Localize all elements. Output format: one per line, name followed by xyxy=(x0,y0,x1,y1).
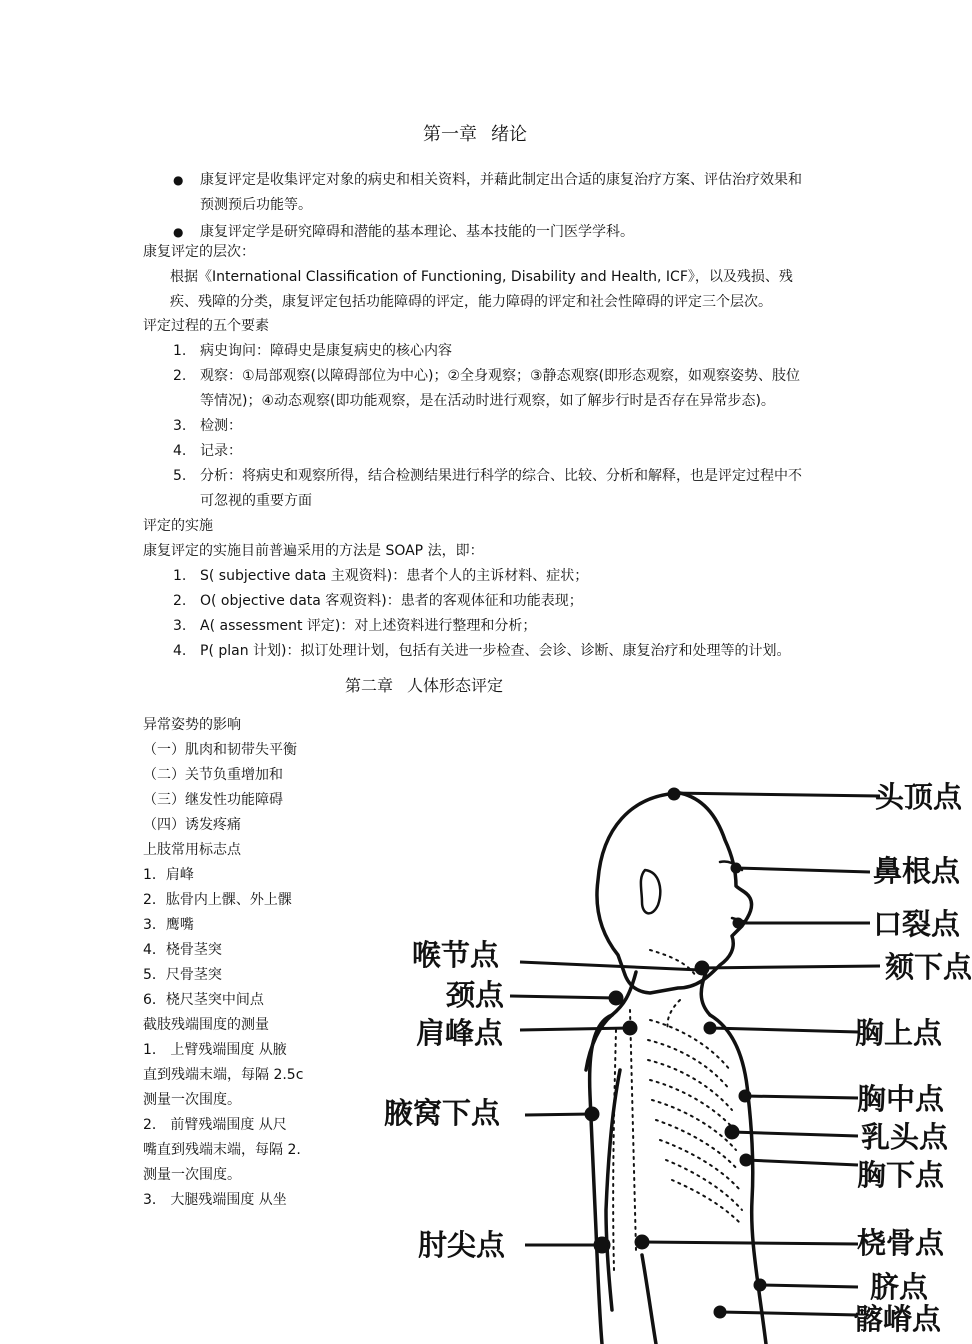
label-nose-root: 鼻根点 xyxy=(873,854,961,888)
list-item: 1. S( subjective data 主观资料)：患者个人的主诉材料、症状； xyxy=(173,568,589,584)
chapter2-number: 第二章 xyxy=(345,676,394,695)
list-item: 4. P( plan 计划)：拟订处理计划，包括有关进一步检查、会诊、诊断、康复治疗和处理等的计划。 xyxy=(173,643,791,659)
body-landmarks-figure xyxy=(380,710,972,1344)
text-line: 3．鹰嘴 xyxy=(143,917,194,933)
text-line: 测量一次围度。 xyxy=(143,1092,241,1108)
text-line: 5．尺骨茎突 xyxy=(143,967,222,983)
levels-heading: 康复评定的层次： xyxy=(143,244,255,260)
chapter1-name: 绪论 xyxy=(491,124,527,145)
text-line: （二）关节负重增加和 xyxy=(143,767,283,783)
text-line: 3． 大腿残端围度 从坐 xyxy=(143,1192,287,1208)
label-elbow: 肘尖点 xyxy=(418,1228,506,1262)
text-line: 1．肩峰 xyxy=(143,867,194,883)
label-iliac: 髂嵴点 xyxy=(854,1302,942,1336)
list-item: 3. A( assessment 评定)：对上述资料进行整理和分析； xyxy=(173,618,537,634)
text-line: 2． 前臂残端围度 从尺 xyxy=(143,1117,287,1133)
implementation-heading: 评定的实施 xyxy=(143,518,213,534)
list-item: 4. 记录： xyxy=(173,443,242,459)
chapter1-title xyxy=(0,122,950,148)
text-line: （四）诱发疼痛 xyxy=(143,817,241,833)
soap-list xyxy=(170,564,810,664)
text-line: （三）继发性功能障碍 xyxy=(143,792,283,808)
label-navel: 脐点 xyxy=(870,1270,929,1304)
label-armpit: 腋窝下点 xyxy=(384,1096,501,1130)
label-throat: 喉节点 xyxy=(412,938,500,972)
label-mouth: 口裂点 xyxy=(873,907,961,941)
label-neck: 颈点 xyxy=(446,978,505,1012)
text-line: 嘴直到残端末端，每隔 2. xyxy=(143,1142,301,1158)
label-chest-lower: 胸下点 xyxy=(857,1158,945,1192)
text-line: 异常姿势的影响 xyxy=(143,717,241,733)
label-top-head: 头顶点 xyxy=(875,780,963,814)
label-shoulder: 肩峰点 xyxy=(416,1016,504,1050)
text-line: （一）肌肉和韧带失平衡 xyxy=(143,742,297,758)
chapter1-number: 第一章 xyxy=(423,124,477,145)
label-chest-upper: 胸上点 xyxy=(855,1016,943,1050)
bullet-item: ● 康复评定是收集评定对象的病史和相关资料，并藉此制定出合适的康复治疗方案、评估治疗效果和预测预后功能等。 xyxy=(170,168,810,218)
list-item: 2. O( objective data 客观资料)：患者的客观体征和功能表现； xyxy=(173,593,583,609)
text-line: 4．桡骨茎突 xyxy=(143,942,222,958)
levels-paragraph: 根据《International Classification of Functioning, Disability and Health, ICF》，以及残损、残疾、残障的分类，康复评定包括功能障碍的评定，能力障碍的评定和社会性障碍的评定三个层次。 xyxy=(170,269,793,310)
elements-heading: 评定过程的五个要素 xyxy=(143,318,269,334)
list-item: 5. 分析：将病史和观察所得，结合检测结果进行科学的综合、比较、分析和解释，也是评定过程中不可忽视的重要方面 xyxy=(173,468,802,509)
chapter2-title xyxy=(345,673,503,699)
list-item: 1. 病史询问：障碍史是康复病史的核心内容 xyxy=(173,343,452,359)
implementation-text: 康复评定的实施目前普遍采用的方法是 SOAP 法，即： xyxy=(143,543,484,559)
chapter2-name: 人体形态评定 xyxy=(407,676,504,695)
bullet-item: ● 康复评定学是研究障碍和潜能的基本理论、基本技能的一门医学学科。 xyxy=(170,220,810,245)
list-item: 3. 检测： xyxy=(173,418,242,434)
text-line: 6．桡尺茎突中间点 xyxy=(143,992,264,1008)
label-nipple: 乳头点 xyxy=(861,1120,949,1154)
text-line: 1． 上臂残端围度 从腋 xyxy=(143,1042,287,1058)
label-radius: 桡骨点 xyxy=(857,1226,945,1260)
text-line: 截肢残端围度的测量 xyxy=(143,1017,269,1033)
text-line: 直到残端末端，每隔 2.5c xyxy=(143,1067,304,1083)
text-line: 测量一次围度。 xyxy=(143,1167,241,1183)
chapter2-left-column xyxy=(143,713,304,1213)
list-item: 2. 观察：①局部观察(以障碍部位为中心)；②全身观察；③静态观察(即形态观察，如观察姿势、肢位等情况)；④动态观察(即功能观察，是在活动时进行观察，如了解步行时是否存在异常步态)。 xyxy=(173,368,801,409)
text-line: 上肢常用标志点 xyxy=(143,842,241,858)
label-chest-mid: 胸中点 xyxy=(857,1082,945,1116)
elements-list xyxy=(170,339,810,514)
label-chin: 颏下点 xyxy=(885,950,972,984)
text-line: 2．肱骨内上髁、外上髁 xyxy=(143,892,292,908)
definition-bullets xyxy=(170,168,810,245)
